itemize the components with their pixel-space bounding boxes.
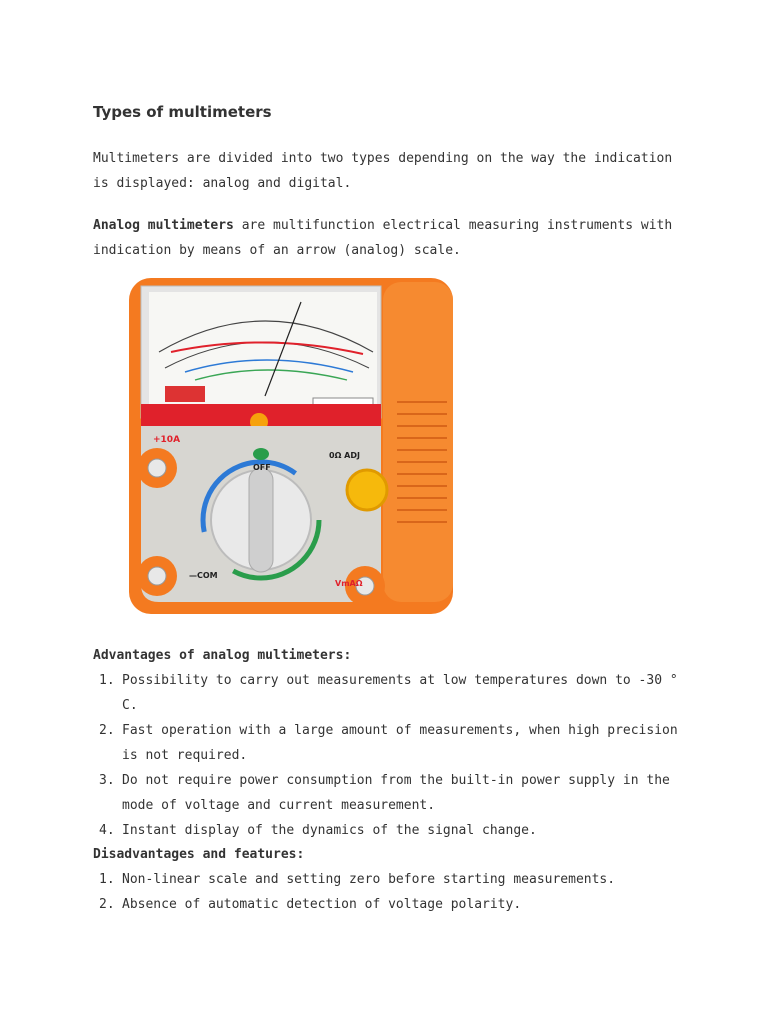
multimeter-image	[125, 272, 457, 620]
list-item: 2. Fast operation with a large amount of measurements, when high precision is not required.	[99, 723, 678, 763]
analog-paragraph	[93, 213, 673, 263]
disadvantages-heading: Disadvantages and features:	[93, 847, 305, 862]
advantages-list	[93, 668, 693, 843]
svg-text:—COM: —COM	[189, 571, 218, 580]
list-item: 3. Do not require power consumption from the built-in power supply in the mode of voltage and current measurement.	[99, 773, 670, 813]
advantages-heading: Advantages of analog multimeters:	[93, 648, 352, 663]
svg-text:0Ω ADJ: 0Ω ADJ	[329, 451, 360, 460]
svg-text:+10A: +10A	[153, 435, 181, 445]
svg-text:OFF: OFF	[253, 463, 271, 472]
analog-description: are multifunction electrical measuring instruments with indication by means of an arrow (analog) scale.	[93, 218, 673, 258]
list-item: 4. Instant display of the dynamics of the signal change.	[99, 823, 537, 838]
list-item: 1. Non-linear scale and setting zero before starting measurements.	[99, 872, 616, 887]
disadvantages-list	[93, 867, 693, 917]
page-title: Types of multimeters	[93, 103, 272, 121]
svg-text:VmAΩ: VmAΩ	[335, 579, 363, 588]
list-item: 1. Possibility to carry out measurements at low temperatures down to -30 ° C.	[99, 673, 678, 713]
analog-term: Analog multimeters	[93, 218, 234, 233]
list-item: 2. Absence of automatic detection of voltage polarity.	[99, 897, 522, 912]
intro-paragraph: Multimeters are divided into two types depending on the way the indication is displayed: analog and digital.	[93, 151, 673, 191]
